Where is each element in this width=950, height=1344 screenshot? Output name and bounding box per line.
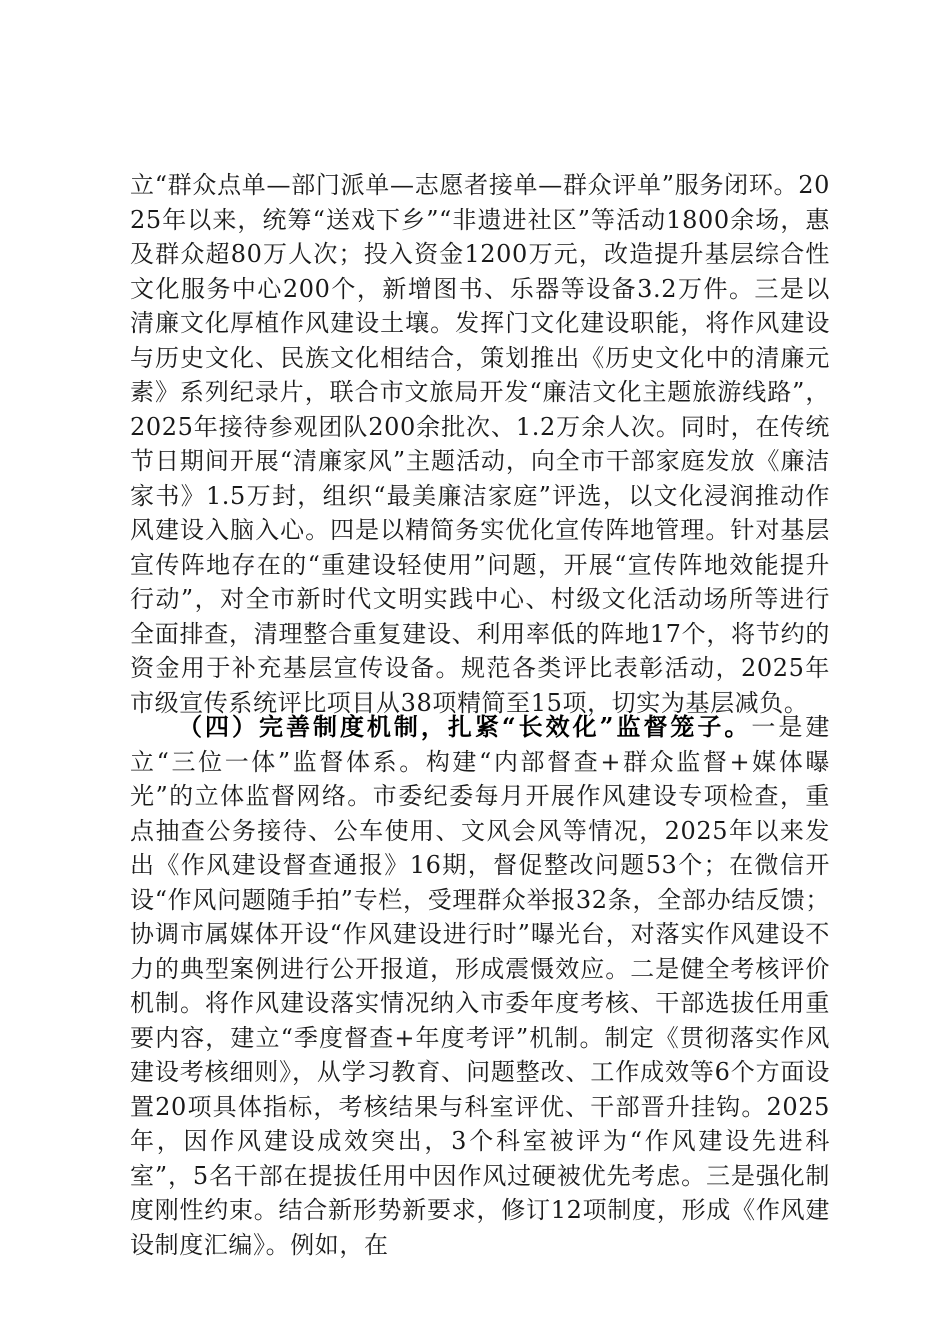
body-paragraph-2: [130, 710, 830, 1262]
section-four-body: 一是建立“三位一体”监督体系。构建“内部督查+群众监督+媒体曝光”的立体监督网络。市委纪委每月开展作风建设专项检查，重点抽查公务接待、公车使用、文风会风等情况，2025年以来发出《作风建设督查通报》16期，督促整改问题53个；在微信开设“作风问题随手拍”专栏，受理群众举报32条，全部办结反馈；协调市属媒体开设“作风建设进行时”曝光台，对落实作风建设不力的典型案例进行公开报道，形成震慑效应。二是健全考核评价机制。将作风建设落实情况纳入市委年度考核、干部选拔任用重要内容，建立“季度督查+年度考评”机制。制定《贯彻落实作风建设考核细则》，从学习教育、问题整改、工作成效等6个方面设置20项具体指标，考核结果与科室评优、干部晋升挂钩。2025年，因作风建设成效突出，3个科室被评为“作风建设先进科室”，5名干部在提拔任用中因作风过硬被优先考虑。三是强化制度刚性约束。结合新形势新要求，修订12项制度，形成《作风建设制度汇编》。例如，在: [130, 713, 830, 1259]
body-paragraph-1: 立“群众点单—部门派单—志愿者接单—群众评单”服务闭环。2025年以来，统筹“送戏下乡”“非遗进社区”等活动1800余场，惠及群众超80万人次；投入资金1200万元，改造提升基层综合性文化服务中心200个，新增图书、乐器等设备3.2万件。三是以清廉文化厚植作风建设土壤。发挥门文化建设职能，将作风建设与历史文化、民族文化相结合，策划推出《历史文化中的清廉元素》系列纪录片，联合市文旅局开发“廉洁文化主题旅游线路”，2025年接待参观团队200余批次、1.2万余人次。同时，在传统节日期间开展“清廉家风”主题活动，向全市干部家庭发放《廉洁家书》1.5万封，组织“最美廉洁家庭”评选，以文化浸润推动作风建设入脑入心。四是以精简务实优化宣传阵地管理。针对基层宣传阵地存在的“重建设轻使用”问题，开展“宣传阵地效能提升行动”，对全市新时代文明实践中心、村级文化活动场所等进行全面排查，清理整合重复建设、利用率低的阵地17个，将节约的资金用于补充基层宣传设备。规范各类评比表彰活动，2025年市级宣传系统评比项目从38项精简至15项，切实为基层减负。: [130, 171, 830, 717]
section-heading-four: （四）完善制度机制，扎紧“长效化”监督笼子。: [178, 712, 752, 741]
